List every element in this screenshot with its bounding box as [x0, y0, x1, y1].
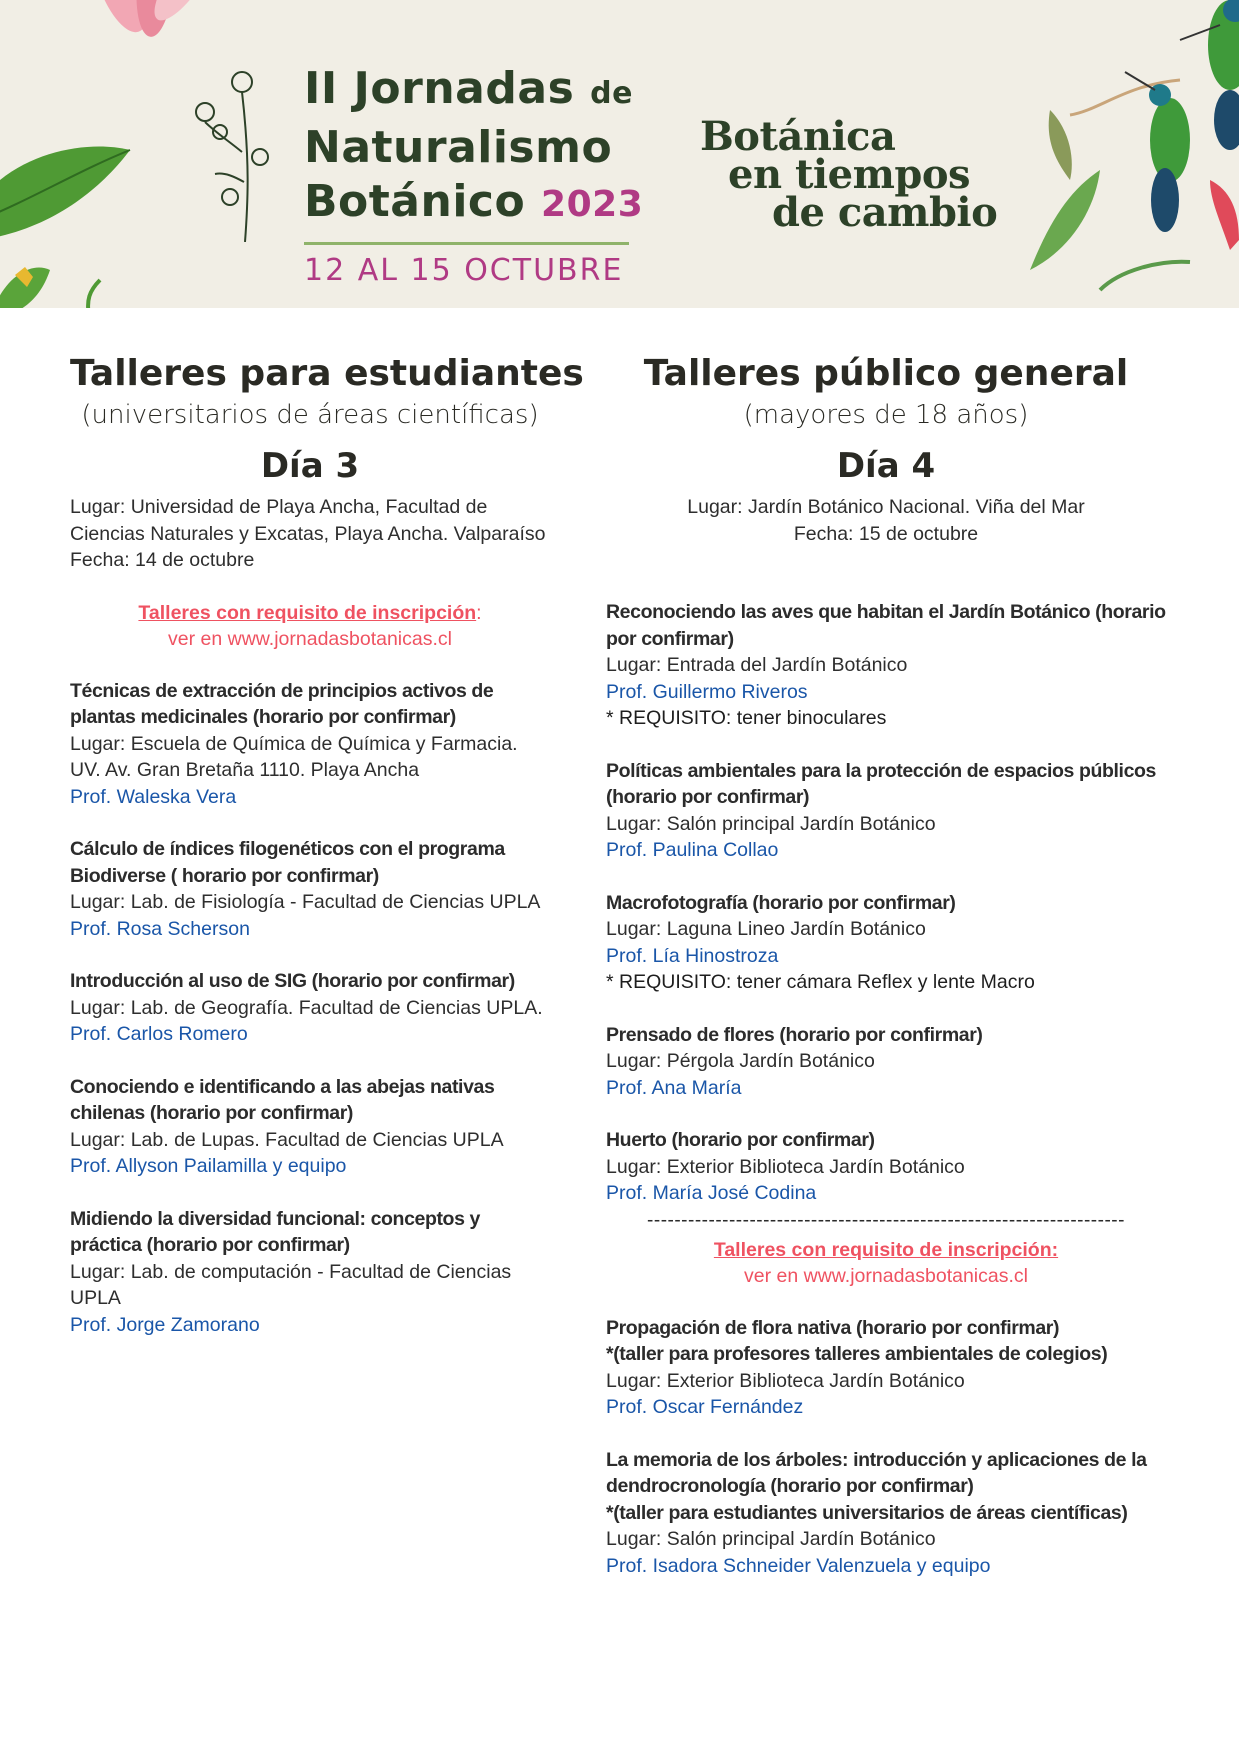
slogan-line-1: Botánica — [700, 113, 896, 160]
workshop-title: Políticas ambientales para la protección de espacios públicos (horario por confirmar) — [606, 759, 1156, 808]
event-slogan — [700, 113, 998, 236]
website-link[interactable]: ver en www.jornadasbotanicas.cl — [168, 627, 452, 650]
slogan-line-3: de cambio — [772, 189, 998, 236]
leaf-icon — [0, 140, 140, 250]
title-de: de — [590, 76, 633, 111]
workshop-instructor: Prof. Rosa Scherson — [70, 917, 250, 940]
registration-notice-title[interactable]: Talleres con requisito de inscripción: — [713, 1238, 1059, 1261]
workshop-title: Macrofotografía (horario por confirmar) — [606, 891, 956, 914]
event-banner — [0, 0, 1239, 308]
title-line-3: Botánico — [304, 176, 526, 227]
workshop-item — [70, 836, 550, 942]
workshop-instructor: Prof. Isadora Schneider Valenzuela y equipo — [606, 1554, 991, 1577]
notice-colon: : — [476, 601, 482, 624]
section-subtitle: (mayores de 18 años) — [743, 400, 1029, 430]
section-title: Talleres para estudiantes — [70, 353, 584, 394]
workshop-instructor: Prof. Guillermo Riveros — [606, 680, 808, 703]
workshop-item — [606, 599, 1166, 732]
slogan-line-2: en tiempos — [728, 151, 971, 198]
event-dates: 12 AL 15 OCTUBRE — [304, 253, 624, 288]
public-column — [606, 350, 1166, 1579]
workshop-item — [606, 1315, 1166, 1421]
day-date: Fecha: 14 de octubre — [70, 549, 255, 571]
workshop-item — [606, 1447, 1166, 1580]
workshop-item — [70, 968, 550, 1048]
workshop-title: Huerto (horario por confirmar) — [606, 1129, 875, 1151]
workshop-item — [606, 758, 1166, 864]
day-heading: Día 4 — [836, 446, 936, 486]
workshop-requirement: * REQUISITO: tener cámara Reflex y lente Macro — [606, 971, 1035, 993]
section-subtitle: (universitarios de áreas científicas) — [81, 400, 539, 430]
workshop-instructor: Prof. Paulina Collao — [606, 839, 779, 861]
workshop-location: Lugar: Exterior Biblioteca Jardín Botánico — [606, 1369, 965, 1392]
event-year: 2023 — [541, 184, 644, 225]
workshop-instructor: Prof. Lía Hinostroza — [606, 944, 779, 967]
workshop-instructor: Prof. Carlos Romero — [70, 1023, 248, 1045]
section-title: Talleres público general — [643, 353, 1129, 394]
day-heading: Día 3 — [260, 446, 360, 486]
hummingbird-icon — [1030, 0, 1239, 308]
workshop-instructor: Prof. Waleska Vera — [70, 785, 237, 808]
workshop-location: Lugar: Lab. de Fisiología - Facultad de Ciencias UPLA — [70, 891, 541, 913]
registration-notice — [606, 1237, 1166, 1289]
workshop-item — [70, 1074, 550, 1180]
workshop-instructor: Prof. Allyson Pailamilla y equipo — [70, 1155, 347, 1177]
sketch-flower-icon — [190, 62, 290, 242]
day-location: Lugar: Jardín Botánico Nacional. Viña del Mar — [687, 496, 1085, 518]
website-link[interactable]: ver en www.jornadasbotanicas.cl — [744, 1264, 1028, 1287]
workshop-item — [70, 678, 550, 811]
workshop-title: Cálculo de índices filogenéticos con el programa Biodiverse ( horario por confirmar) — [70, 838, 505, 887]
registration-notice-title[interactable]: Talleres con requisito de inscripción — [138, 601, 477, 624]
workshop-audience-note: *(taller para profesores talleres ambientales de colegios) — [606, 1343, 1108, 1365]
day-location: Lugar: Universidad de Playa Ancha, Facultad de Ciencias Naturales y Excatas, Playa Ancha. Valparaíso — [70, 496, 546, 545]
workshop-location: Lugar: Entrada del Jardín Botánico — [606, 654, 908, 676]
workshop-location: Lugar: Exterior Biblioteca Jardín Botánico — [606, 1155, 965, 1178]
workshop-title: Propagación de flora nativa (horario por confirmar) — [606, 1316, 1060, 1339]
section-divider: ---------------------------------------------------------------------- — [647, 1210, 1125, 1231]
workshop-audience-note: *(taller para estudiantes universitarios de áreas científicas) — [606, 1501, 1128, 1524]
workshop-location: Lugar: Salón principal Jardín Botánico — [606, 1528, 936, 1550]
workshop-item — [70, 1206, 550, 1339]
workshop-item — [606, 1127, 1166, 1207]
workshop-requirement: * REQUISITO: tener binoculares — [606, 707, 887, 729]
workshop-location: Lugar: Pérgola Jardín Botánico — [606, 1050, 875, 1072]
workshop-location: Lugar: Lab. de computación - Facultad de Ciencias UPLA — [70, 1260, 512, 1309]
title-line-2: Naturalismo — [304, 122, 613, 173]
title-divider — [304, 242, 629, 245]
workshop-location: Lugar: Salón principal Jardín Botánico — [606, 812, 936, 835]
workshop-instructor: Prof. Jorge Zamorano — [70, 1313, 260, 1336]
workshop-item — [606, 1022, 1166, 1102]
workshop-title: Reconociendo las aves que habitan el Jardín Botánico (horario por confirmar) — [606, 601, 1166, 650]
event-title — [304, 62, 643, 288]
workshop-title: La memoria de los árboles: introducción y aplicaciones de la dendrocronología (horario por confirmar) — [606, 1448, 1147, 1497]
workshop-location: Lugar: Escuela de Química de Química y Farmacia. UV. Av. Gran Bretaña 1110. Playa Ancha — [70, 732, 518, 781]
workshop-location: Lugar: Lab. de Lupas. Facultad de Ciencias UPLA — [70, 1128, 504, 1151]
workshop-instructor: Prof. Oscar Fernández — [606, 1396, 804, 1418]
students-column — [70, 350, 584, 1338]
day-date: Fecha: 15 de octubre — [793, 522, 979, 545]
workshop-instructor: Prof. Ana María — [606, 1076, 742, 1099]
workshop-location: Lugar: Laguna Lineo Jardín Botánico — [606, 918, 926, 940]
workshop-title: Conociendo e identificando a las abejas nativas chilenas (horario por confirmar) — [70, 1075, 495, 1124]
leaf-icon — [0, 240, 120, 308]
workshop-title: Técnicas de extracción de principios activos de plantas medicinales (horario por confirmar) — [70, 679, 494, 728]
workshop-instructor: Prof. María José Codina — [606, 1182, 817, 1204]
title-line-1: II Jornadas — [304, 63, 575, 114]
workshop-title: Prensado de flores (horario por confirmar) — [606, 1023, 983, 1046]
workshop-title: Introducción al uso de SIG (horario por confirmar) — [70, 970, 515, 992]
registration-notice — [70, 600, 550, 652]
workshop-item — [606, 890, 1166, 996]
workshop-title: Midiendo la diversidad funcional: conceptos y práctica (horario por confirmar) — [70, 1207, 480, 1256]
workshop-location: Lugar: Lab. de Geografía. Facultad de Ciencias UPLA. — [70, 996, 543, 1019]
